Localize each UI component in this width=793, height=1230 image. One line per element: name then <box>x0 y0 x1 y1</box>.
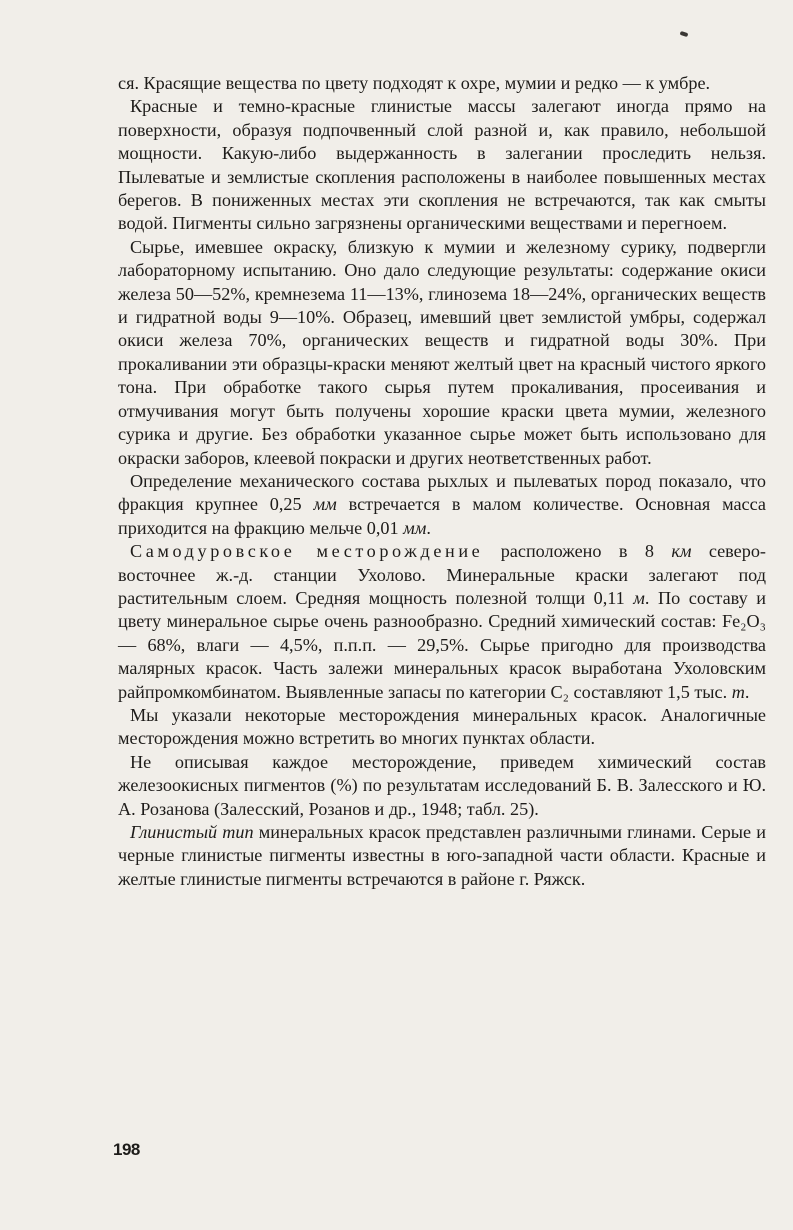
unit-mm: мм <box>403 517 427 538</box>
paragraph-clay-type <box>118 821 766 891</box>
text-run: . <box>426 517 431 538</box>
paragraph-other-deposits: Мы указали некоторые месторождения минеральных красок. Аналогичные месторождения можно встретить во многих пунктах области. <box>118 704 766 749</box>
text-run: встречается в малом количестве. Основная масса приходится на фракцию мельче 0,01 <box>118 494 767 538</box>
deposit-name: Самодуровское месторождение <box>130 541 484 562</box>
paragraph-clay-masses: Красные и темно-красные глинистые массы залегают иногда прямо на поверхности, образуя подпочвенный слой разной и, как правило, небольшой мощности. Какую-либо выдержанность в залегании проследить нельзя. Пылеватые и землистые скопления расположены в наиболее повышенных местах берегов. В пониженных местах эти скопления не встречаются, так как смыты водой. Пигменты сильно загрязнены органическими веществами и перегноем. <box>118 96 766 234</box>
text-run: расположено в 8 <box>483 541 672 562</box>
unit-km: км <box>671 541 692 562</box>
unit-mm: мм <box>313 494 337 515</box>
paragraph-mechanical-composition <box>118 470 766 540</box>
paragraph-lab-test: Сырье, имевшее окраску, близкую к мумии и железному сурику, подвергли лабораторному испытанию. Оно дало следующие результаты: содержание окиси железа 50—52%, кремнезема 11—13%, глинозема 18—24%, органических веществ и гидратной воды 9—10%. Образец, имевший цвет землистой умбры, содержал окиси железа 70%, органических веществ и гидратной воды 30%. При прокаливании эти образцы-краски меняют желтый цвет на красный чистого яркого тона. При обработке такого сырья путем прокаливания, просеивания и отмучивания могут быть получены хорошие краски цвета мумии, железного сурика и другие. Без обработки указанное сырье может быть использовано для окраски заборов, клеевой покраски и других неответственных работ. <box>118 236 766 468</box>
text-run: минеральных красок представлен различными глинами. Серые и черные глинистые пигменты известны в юго-западной части области. Красные и желтые глинистые пигменты встречаются в районе г. Ряжск. <box>118 822 766 889</box>
text-run: . <box>744 681 750 702</box>
text-run: северо-восточнее ж.-д. станции Ухолово. Минеральные краски залегают под растительным слоем. Средняя мощность полезной толщи 0,11 <box>118 541 766 608</box>
paragraph-continuation: ся. Красящие вещества по цвету подходят к охре, мумии и редко — к умбре. <box>118 73 711 93</box>
ink-speck <box>680 31 689 37</box>
text-run: Определение механического состава рыхлых и пылеватых пород показало, что фракция крупнее 0,25 <box>118 470 766 515</box>
page-body <box>118 72 766 891</box>
clay-type-term: Глинистый тип <box>130 822 254 842</box>
text-run: . По составу и цвету минеральное сырье очень разнообразно. Средний химический состав: Fe₂O₃ — 68%, влаги — 4,5%, п.п.п. — 29,5%. Сырье пригодно для производства малярных красок. Часть залежи минеральных красок выработана Ухоловским райпромкомбинатом. Выявленные запасы по категории C₂ составляют 1,5 тыс. <box>118 587 766 702</box>
unit-m: м <box>633 587 645 608</box>
paragraph-samodurovskoe-deposit <box>118 540 766 704</box>
paragraph-chemical-composition: Не описывая каждое месторождение, приведем химический состав железоокисных пигментов (%) по результатам исследований Б. В. Залесского и Ю. А. Розанова (Залесский, Розанов и др., 1948; табл. 25). <box>118 751 766 819</box>
page-number: 198 <box>113 1140 140 1159</box>
unit-t: т <box>731 681 745 702</box>
